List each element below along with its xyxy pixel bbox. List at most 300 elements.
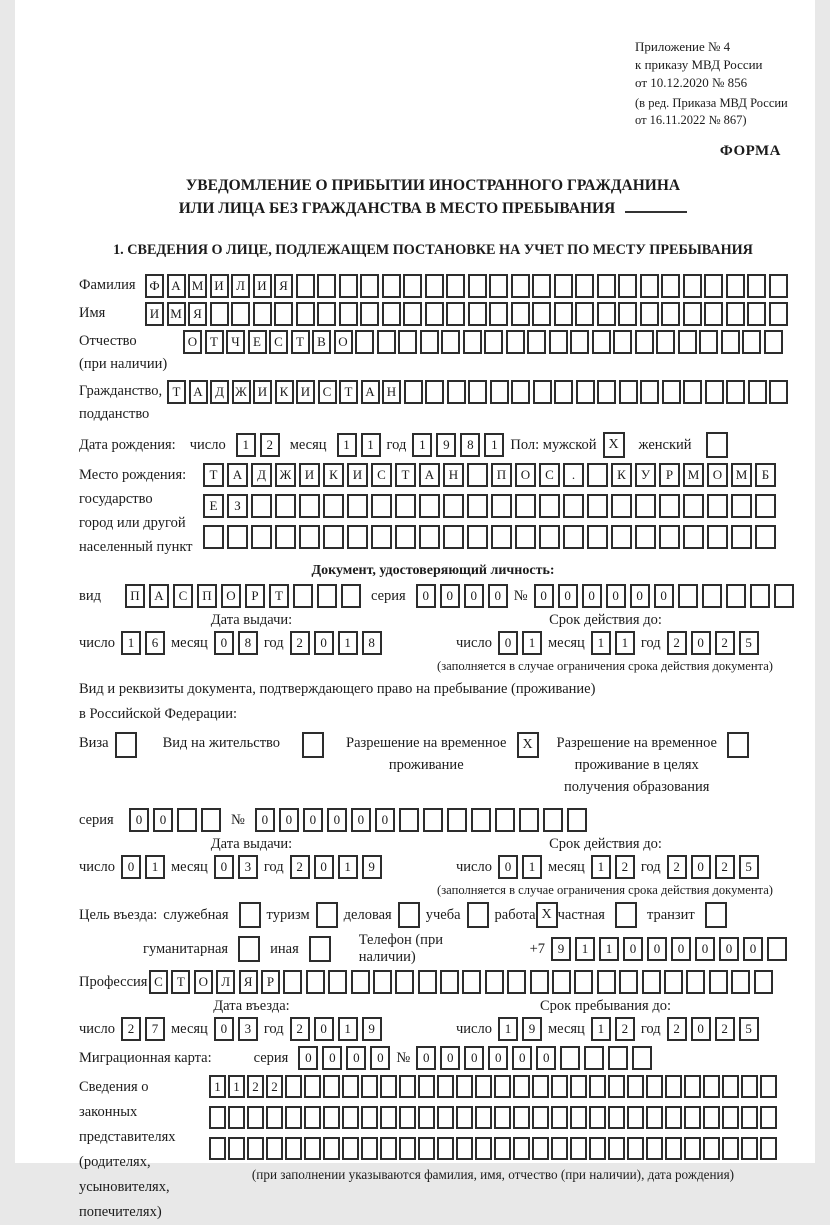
char-cell[interactable]: Л bbox=[216, 970, 235, 994]
char-cell[interactable]: И bbox=[253, 274, 272, 298]
char-cell[interactable] bbox=[683, 494, 704, 518]
char-cell[interactable]: 0 bbox=[440, 584, 460, 608]
char-cell[interactable]: 1 bbox=[145, 855, 165, 879]
char-cell[interactable] bbox=[360, 302, 379, 326]
char-cell[interactable]: 6 bbox=[145, 631, 165, 655]
residence-permit-checkbox[interactable] bbox=[302, 732, 324, 758]
char-cell[interactable] bbox=[608, 1046, 628, 1070]
char-cell[interactable]: 1 bbox=[599, 937, 619, 961]
char-cell[interactable] bbox=[456, 1075, 473, 1098]
char-cell[interactable] bbox=[570, 1137, 587, 1160]
char-cell[interactable] bbox=[662, 380, 681, 404]
char-cell[interactable] bbox=[299, 525, 320, 549]
entry-year-cells[interactable] bbox=[290, 1017, 382, 1041]
char-cell[interactable] bbox=[574, 970, 593, 994]
char-cell[interactable] bbox=[513, 1075, 530, 1098]
char-cell[interactable] bbox=[741, 1137, 758, 1160]
char-cell[interactable] bbox=[678, 584, 698, 608]
char-cell[interactable]: 1 bbox=[591, 631, 611, 655]
char-cell[interactable] bbox=[563, 494, 584, 518]
char-cell[interactable] bbox=[589, 1075, 606, 1098]
char-cell[interactable] bbox=[646, 1137, 663, 1160]
char-cell[interactable] bbox=[661, 274, 680, 298]
char-cell[interactable] bbox=[686, 970, 705, 994]
char-cell[interactable]: К bbox=[611, 463, 632, 487]
char-cell[interactable]: . bbox=[563, 463, 584, 487]
doc-series-cells[interactable] bbox=[416, 584, 508, 608]
char-cell[interactable]: Ч bbox=[226, 330, 245, 354]
char-cell[interactable]: 0 bbox=[582, 584, 602, 608]
char-cell[interactable] bbox=[619, 970, 638, 994]
char-cell[interactable] bbox=[774, 584, 794, 608]
char-cell[interactable] bbox=[399, 1106, 416, 1129]
char-cell[interactable]: 2 bbox=[260, 433, 280, 457]
char-cell[interactable] bbox=[664, 970, 683, 994]
birthplace-cells-row-1[interactable] bbox=[203, 463, 776, 487]
char-cell[interactable]: К bbox=[323, 463, 344, 487]
char-cell[interactable] bbox=[722, 1106, 739, 1129]
char-cell[interactable]: 7 bbox=[145, 1017, 165, 1041]
char-cell[interactable]: Л bbox=[231, 274, 250, 298]
char-cell[interactable]: 0 bbox=[314, 631, 334, 655]
char-cell[interactable]: 0 bbox=[416, 1046, 436, 1070]
char-cell[interactable] bbox=[684, 1075, 701, 1098]
char-cell[interactable] bbox=[589, 1137, 606, 1160]
char-cell[interactable] bbox=[707, 525, 728, 549]
char-cell[interactable]: 9 bbox=[362, 855, 382, 879]
char-cell[interactable]: 0 bbox=[370, 1046, 390, 1070]
char-cell[interactable]: 1 bbox=[591, 1017, 611, 1041]
char-cell[interactable] bbox=[380, 1137, 397, 1160]
char-cell[interactable] bbox=[627, 1137, 644, 1160]
char-cell[interactable] bbox=[475, 1137, 492, 1160]
char-cell[interactable] bbox=[323, 1137, 340, 1160]
char-cell[interactable] bbox=[587, 525, 608, 549]
purpose-other-checkbox[interactable] bbox=[309, 936, 331, 962]
char-cell[interactable] bbox=[371, 494, 392, 518]
char-cell[interactable] bbox=[467, 902, 489, 928]
char-cell[interactable] bbox=[613, 330, 632, 354]
char-cell[interactable]: 1 bbox=[615, 631, 635, 655]
char-cell[interactable]: 1 bbox=[522, 631, 542, 655]
char-cell[interactable] bbox=[456, 1106, 473, 1129]
char-cell[interactable] bbox=[361, 1137, 378, 1160]
char-cell[interactable]: А bbox=[419, 463, 440, 487]
char-cell[interactable] bbox=[731, 970, 750, 994]
char-cell[interactable] bbox=[511, 380, 530, 404]
char-cell[interactable] bbox=[615, 902, 637, 928]
char-cell[interactable]: 0 bbox=[691, 631, 711, 655]
char-cell[interactable] bbox=[769, 274, 788, 298]
char-cell[interactable] bbox=[592, 330, 611, 354]
char-cell[interactable] bbox=[533, 380, 552, 404]
char-cell[interactable]: Е bbox=[248, 330, 267, 354]
char-cell[interactable] bbox=[706, 432, 728, 458]
char-cell[interactable]: Р bbox=[659, 463, 680, 487]
char-cell[interactable] bbox=[304, 1075, 321, 1098]
char-cell[interactable] bbox=[489, 274, 508, 298]
char-cell[interactable] bbox=[608, 1137, 625, 1160]
char-cell[interactable]: 5 bbox=[739, 855, 759, 879]
char-cell[interactable] bbox=[485, 970, 504, 994]
char-cell[interactable] bbox=[210, 302, 229, 326]
char-cell[interactable] bbox=[395, 970, 414, 994]
char-cell[interactable] bbox=[285, 1106, 302, 1129]
citizenship-cells[interactable] bbox=[167, 380, 788, 404]
char-cell[interactable] bbox=[731, 494, 752, 518]
char-cell[interactable] bbox=[646, 1106, 663, 1129]
char-cell[interactable] bbox=[721, 330, 740, 354]
profession-cells[interactable] bbox=[149, 970, 773, 994]
char-cell[interactable] bbox=[627, 1075, 644, 1098]
char-cell[interactable] bbox=[707, 494, 728, 518]
char-cell[interactable] bbox=[661, 302, 680, 326]
char-cell[interactable] bbox=[494, 1075, 511, 1098]
char-cell[interactable]: 8 bbox=[460, 433, 480, 457]
permit-valid-day-cells[interactable] bbox=[498, 855, 542, 879]
char-cell[interactable] bbox=[475, 1106, 492, 1129]
char-cell[interactable]: 0 bbox=[647, 937, 667, 961]
char-cell[interactable] bbox=[551, 1137, 568, 1160]
char-cell[interactable]: Я bbox=[188, 302, 207, 326]
char-cell[interactable] bbox=[703, 1106, 720, 1129]
char-cell[interactable]: О bbox=[183, 330, 202, 354]
char-cell[interactable]: Т bbox=[339, 380, 358, 404]
char-cell[interactable] bbox=[769, 302, 788, 326]
char-cell[interactable] bbox=[395, 494, 416, 518]
char-cell[interactable] bbox=[552, 970, 571, 994]
birth-day-cells[interactable] bbox=[236, 433, 280, 457]
char-cell[interactable]: М bbox=[188, 274, 207, 298]
char-cell[interactable] bbox=[519, 808, 539, 832]
char-cell[interactable] bbox=[726, 274, 745, 298]
char-cell[interactable]: 0 bbox=[255, 808, 275, 832]
char-cell[interactable] bbox=[532, 302, 551, 326]
doc-issue-day-cells[interactable] bbox=[121, 631, 165, 655]
char-cell[interactable] bbox=[285, 1137, 302, 1160]
char-cell[interactable] bbox=[238, 936, 260, 962]
char-cell[interactable] bbox=[398, 902, 420, 928]
char-cell[interactable]: 1 bbox=[209, 1075, 226, 1098]
char-cell[interactable] bbox=[351, 970, 370, 994]
char-cell[interactable]: Ж bbox=[275, 463, 296, 487]
char-cell[interactable] bbox=[360, 274, 379, 298]
char-cell[interactable]: 0 bbox=[351, 808, 371, 832]
stay-day-cells[interactable] bbox=[498, 1017, 542, 1041]
char-cell[interactable] bbox=[642, 970, 661, 994]
char-cell[interactable]: 5 bbox=[739, 631, 759, 655]
char-cell[interactable] bbox=[513, 1137, 530, 1160]
char-cell[interactable] bbox=[683, 525, 704, 549]
char-cell[interactable] bbox=[726, 380, 745, 404]
char-cell[interactable] bbox=[419, 525, 440, 549]
char-cell[interactable]: О bbox=[194, 970, 213, 994]
char-cell[interactable] bbox=[283, 970, 302, 994]
char-cell[interactable] bbox=[347, 525, 368, 549]
char-cell[interactable] bbox=[446, 302, 465, 326]
char-cell[interactable] bbox=[275, 525, 296, 549]
char-cell[interactable] bbox=[247, 1137, 264, 1160]
representatives-cells-row-3[interactable] bbox=[209, 1137, 777, 1160]
char-cell[interactable] bbox=[293, 584, 313, 608]
char-cell[interactable] bbox=[489, 302, 508, 326]
char-cell[interactable]: 0 bbox=[375, 808, 395, 832]
char-cell[interactable] bbox=[475, 1075, 492, 1098]
char-cell[interactable] bbox=[608, 1106, 625, 1129]
char-cell[interactable] bbox=[491, 525, 512, 549]
doc-valid-day-cells[interactable] bbox=[498, 631, 542, 655]
char-cell[interactable]: 1 bbox=[338, 855, 358, 879]
doc-issue-year-cells[interactable] bbox=[290, 631, 382, 655]
char-cell[interactable] bbox=[532, 1106, 549, 1129]
char-cell[interactable] bbox=[440, 970, 459, 994]
purpose-official-checkbox[interactable] bbox=[239, 902, 261, 928]
char-cell[interactable] bbox=[754, 970, 773, 994]
char-cell[interactable]: 0 bbox=[536, 1046, 556, 1070]
char-cell[interactable] bbox=[709, 970, 728, 994]
char-cell[interactable] bbox=[722, 1075, 739, 1098]
char-cell[interactable] bbox=[703, 1075, 720, 1098]
char-cell[interactable] bbox=[316, 902, 338, 928]
char-cell[interactable] bbox=[611, 494, 632, 518]
char-cell[interactable]: 0 bbox=[498, 631, 518, 655]
char-cell[interactable]: П bbox=[197, 584, 217, 608]
char-cell[interactable] bbox=[618, 274, 637, 298]
char-cell[interactable] bbox=[339, 302, 358, 326]
char-cell[interactable] bbox=[309, 936, 331, 962]
birthplace-cells-row-3[interactable] bbox=[203, 525, 776, 549]
char-cell[interactable] bbox=[656, 330, 675, 354]
char-cell[interactable] bbox=[683, 302, 702, 326]
char-cell[interactable] bbox=[741, 1075, 758, 1098]
char-cell[interactable] bbox=[618, 302, 637, 326]
char-cell[interactable]: М bbox=[683, 463, 704, 487]
char-cell[interactable]: 9 bbox=[551, 937, 571, 961]
entry-month-cells[interactable] bbox=[214, 1017, 258, 1041]
char-cell[interactable] bbox=[576, 380, 595, 404]
char-cell[interactable] bbox=[228, 1106, 245, 1129]
char-cell[interactable] bbox=[403, 274, 422, 298]
char-cell[interactable] bbox=[563, 525, 584, 549]
char-cell[interactable] bbox=[747, 274, 766, 298]
char-cell[interactable] bbox=[646, 1075, 663, 1098]
char-cell[interactable] bbox=[484, 330, 503, 354]
char-cell[interactable] bbox=[355, 330, 374, 354]
char-cell[interactable]: 0 bbox=[214, 855, 234, 879]
char-cell[interactable]: 2 bbox=[667, 855, 687, 879]
char-cell[interactable]: 2 bbox=[667, 631, 687, 655]
char-cell[interactable] bbox=[554, 274, 573, 298]
female-checkbox[interactable] bbox=[706, 432, 728, 458]
char-cell[interactable] bbox=[203, 525, 224, 549]
char-cell[interactable] bbox=[635, 330, 654, 354]
char-cell[interactable]: 0 bbox=[534, 584, 554, 608]
char-cell[interactable]: 1 bbox=[337, 433, 357, 457]
char-cell[interactable]: Ж bbox=[232, 380, 251, 404]
char-cell[interactable]: Б bbox=[755, 463, 776, 487]
char-cell[interactable]: 0 bbox=[654, 584, 674, 608]
char-cell[interactable]: 1 bbox=[575, 937, 595, 961]
char-cell[interactable]: 0 bbox=[512, 1046, 532, 1070]
char-cell[interactable] bbox=[266, 1106, 283, 1129]
char-cell[interactable] bbox=[437, 1106, 454, 1129]
char-cell[interactable] bbox=[347, 494, 368, 518]
char-cell[interactable] bbox=[570, 1106, 587, 1129]
char-cell[interactable]: Т bbox=[167, 380, 186, 404]
char-cell[interactable] bbox=[380, 1106, 397, 1129]
char-cell[interactable]: 0 bbox=[671, 937, 691, 961]
char-cell[interactable] bbox=[635, 494, 656, 518]
char-cell[interactable] bbox=[275, 494, 296, 518]
char-cell[interactable]: 0 bbox=[346, 1046, 366, 1070]
char-cell[interactable] bbox=[767, 937, 787, 961]
char-cell[interactable] bbox=[684, 1106, 701, 1129]
char-cell[interactable] bbox=[441, 330, 460, 354]
char-cell[interactable] bbox=[404, 380, 423, 404]
char-cell[interactable]: 1 bbox=[338, 1017, 358, 1041]
char-cell[interactable] bbox=[570, 1075, 587, 1098]
char-cell[interactable] bbox=[418, 1137, 435, 1160]
char-cell[interactable]: Т bbox=[203, 463, 224, 487]
char-cell[interactable] bbox=[741, 1106, 758, 1129]
mc-series-cells[interactable] bbox=[298, 1046, 390, 1070]
char-cell[interactable]: 0 bbox=[314, 855, 334, 879]
char-cell[interactable] bbox=[317, 274, 336, 298]
char-cell[interactable]: Т bbox=[269, 584, 289, 608]
char-cell[interactable]: С bbox=[318, 380, 337, 404]
char-cell[interactable]: 0 bbox=[153, 808, 173, 832]
char-cell[interactable]: И bbox=[299, 463, 320, 487]
permit-issue-month-cells[interactable] bbox=[214, 855, 258, 879]
char-cell[interactable] bbox=[418, 1106, 435, 1129]
char-cell[interactable] bbox=[748, 380, 767, 404]
char-cell[interactable] bbox=[296, 274, 315, 298]
char-cell[interactable]: Р bbox=[261, 970, 280, 994]
char-cell[interactable] bbox=[467, 494, 488, 518]
char-cell[interactable] bbox=[251, 494, 272, 518]
temp-permit-checkbox[interactable] bbox=[517, 732, 539, 758]
char-cell[interactable]: М bbox=[167, 302, 186, 326]
char-cell[interactable]: 3 bbox=[238, 855, 258, 879]
char-cell[interactable]: 1 bbox=[591, 855, 611, 879]
char-cell[interactable] bbox=[227, 525, 248, 549]
char-cell[interactable] bbox=[511, 274, 530, 298]
char-cell[interactable] bbox=[659, 525, 680, 549]
char-cell[interactable]: 0 bbox=[606, 584, 626, 608]
char-cell[interactable]: Ф bbox=[145, 274, 164, 298]
male-checkbox[interactable] bbox=[603, 432, 625, 458]
char-cell[interactable]: 9 bbox=[522, 1017, 542, 1041]
char-cell[interactable] bbox=[418, 970, 437, 994]
char-cell[interactable] bbox=[323, 1075, 340, 1098]
char-cell[interactable] bbox=[532, 274, 551, 298]
representatives-cells-row-1[interactable] bbox=[209, 1075, 777, 1098]
char-cell[interactable] bbox=[584, 1046, 604, 1070]
char-cell[interactable] bbox=[467, 463, 488, 487]
char-cell[interactable] bbox=[341, 584, 361, 608]
char-cell[interactable]: С bbox=[149, 970, 168, 994]
char-cell[interactable] bbox=[727, 732, 749, 758]
char-cell[interactable] bbox=[471, 808, 491, 832]
char-cell[interactable]: 0 bbox=[129, 808, 149, 832]
char-cell[interactable]: 0 bbox=[440, 1046, 460, 1070]
doc-issue-month-cells[interactable] bbox=[214, 631, 258, 655]
char-cell[interactable] bbox=[425, 274, 444, 298]
char-cell[interactable] bbox=[494, 1137, 511, 1160]
char-cell[interactable] bbox=[395, 525, 416, 549]
char-cell[interactable] bbox=[575, 302, 594, 326]
visa-checkbox[interactable] bbox=[115, 732, 137, 758]
char-cell[interactable] bbox=[760, 1106, 777, 1129]
char-cell[interactable]: X bbox=[603, 432, 625, 458]
purpose-transit-checkbox[interactable] bbox=[705, 902, 727, 928]
char-cell[interactable]: 5 bbox=[739, 1017, 759, 1041]
char-cell[interactable] bbox=[627, 1106, 644, 1129]
char-cell[interactable]: У bbox=[635, 463, 656, 487]
char-cell[interactable] bbox=[665, 1075, 682, 1098]
char-cell[interactable]: 0 bbox=[498, 855, 518, 879]
char-cell[interactable] bbox=[274, 302, 293, 326]
entry-day-cells[interactable] bbox=[121, 1017, 165, 1041]
char-cell[interactable]: И bbox=[253, 380, 272, 404]
char-cell[interactable] bbox=[532, 1075, 549, 1098]
char-cell[interactable]: А bbox=[149, 584, 169, 608]
char-cell[interactable]: 1 bbox=[412, 433, 432, 457]
char-cell[interactable] bbox=[456, 1137, 473, 1160]
char-cell[interactable] bbox=[177, 808, 197, 832]
char-cell[interactable] bbox=[527, 330, 546, 354]
char-cell[interactable]: 0 bbox=[623, 937, 643, 961]
char-cell[interactable] bbox=[554, 302, 573, 326]
char-cell[interactable] bbox=[423, 808, 443, 832]
char-cell[interactable] bbox=[699, 330, 718, 354]
char-cell[interactable] bbox=[632, 1046, 652, 1070]
char-cell[interactable] bbox=[495, 808, 515, 832]
char-cell[interactable] bbox=[228, 1137, 245, 1160]
char-cell[interactable]: 3 bbox=[238, 1017, 258, 1041]
purpose-private-checkbox[interactable] bbox=[615, 902, 637, 928]
char-cell[interactable]: 0 bbox=[327, 808, 347, 832]
char-cell[interactable]: А bbox=[227, 463, 248, 487]
char-cell[interactable] bbox=[567, 808, 587, 832]
char-cell[interactable]: 1 bbox=[121, 631, 141, 655]
char-cell[interactable]: В bbox=[312, 330, 331, 354]
char-cell[interactable] bbox=[587, 463, 608, 487]
char-cell[interactable] bbox=[515, 494, 536, 518]
permit-number-cells[interactable] bbox=[255, 808, 587, 832]
char-cell[interactable]: Т bbox=[395, 463, 416, 487]
char-cell[interactable] bbox=[398, 330, 417, 354]
stay-year-cells[interactable] bbox=[667, 1017, 759, 1041]
char-cell[interactable] bbox=[285, 1075, 302, 1098]
char-cell[interactable] bbox=[342, 1106, 359, 1129]
char-cell[interactable] bbox=[437, 1075, 454, 1098]
char-cell[interactable]: 0 bbox=[121, 855, 141, 879]
char-cell[interactable]: 1 bbox=[522, 855, 542, 879]
char-cell[interactable] bbox=[443, 494, 464, 518]
char-cell[interactable]: С bbox=[371, 463, 392, 487]
char-cell[interactable] bbox=[467, 525, 488, 549]
char-cell[interactable]: М bbox=[731, 463, 752, 487]
char-cell[interactable] bbox=[296, 302, 315, 326]
char-cell[interactable]: 0 bbox=[314, 1017, 334, 1041]
char-cell[interactable]: О bbox=[334, 330, 353, 354]
char-cell[interactable]: 0 bbox=[719, 937, 739, 961]
char-cell[interactable] bbox=[437, 1137, 454, 1160]
char-cell[interactable]: С bbox=[173, 584, 193, 608]
char-cell[interactable] bbox=[570, 330, 589, 354]
char-cell[interactable] bbox=[253, 302, 272, 326]
